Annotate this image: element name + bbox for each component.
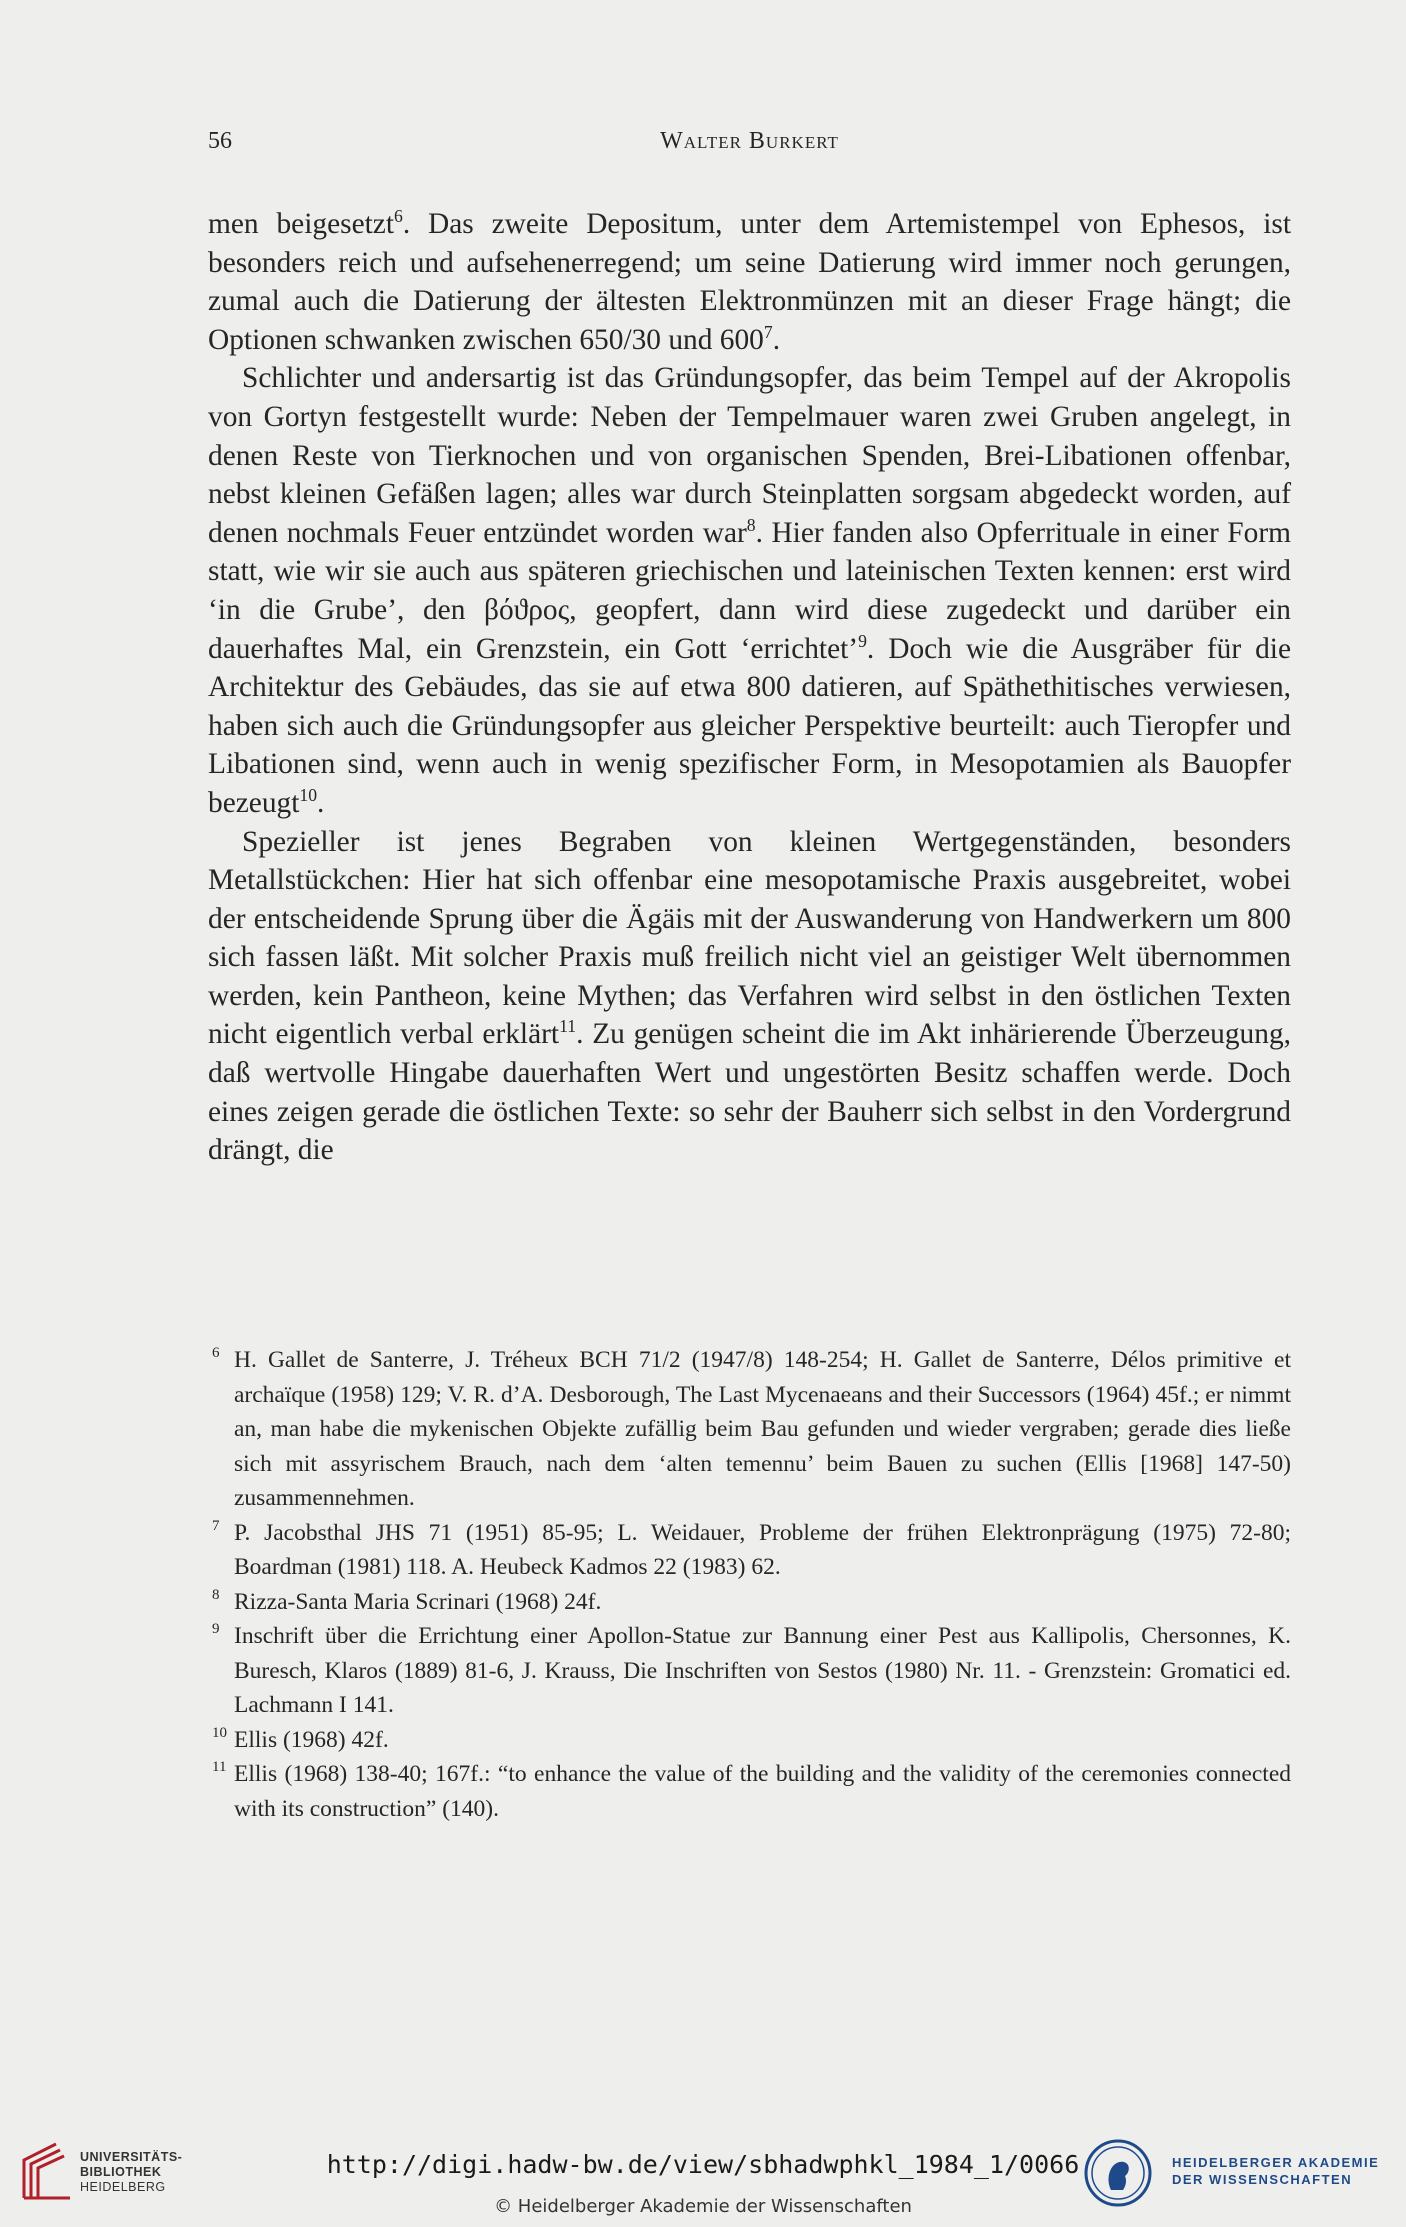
footnote-text: H. Gallet de Santerre, J. Tréheux BCH 71/2 (1947/8) 148-254; H. Gallet de Santerre, Délos primitive et archaïque (1958) 129; V. R. d’A. Desborough, The Last Mycenaeans and their Successors (1964) 45f.; er nimmt an, man habe die mykenischen Objekte zufällig beim Bau gefunden und wieder vergraben; gerade dies ließe sich mit assyrischem Brauch, nach dem ‘alten temennu’ beim Bauen zu suchen (Ellis [1968] 147-50) zusammennehmen. [234, 1347, 1291, 1511]
footnote-9 [208, 1619, 1291, 1723]
academy-line: HEIDELBERGER AKADEMIE [1172, 2155, 1380, 2170]
library-line: BIBLIOTHEK [80, 2165, 162, 2179]
footnote-text: Ellis (1968) 42f. [234, 1726, 389, 1753]
paragraph-1 [208, 205, 1291, 359]
page-footer [0, 2120, 1406, 2227]
footnote-8 [208, 1585, 1291, 1620]
permalink[interactable]: http://digi.hadw-bw.de/view/sbhadwphkl_1984_1/0066 [326, 2150, 1080, 2179]
footnote-ref-11[interactable]: 11 [559, 1016, 577, 1037]
text-run: . Doch wie die Ausgräber für die Architektur des Gebäudes, das sie auf etwa 800 datieren, auf Späthethitisches verwiesen, haben sich auch die Gründungsopfer aus gleicher Perspektive beurteilt: auch Tieropfer und Libationen sind, wenn auch in wenig spezifischer Form, in Mesopotamien als Bauopfer bezeugt [208, 632, 1292, 819]
footnote-number: 7 [212, 1517, 220, 1534]
page-number: 56 [208, 128, 232, 154]
footnote-number: 11 [212, 1759, 227, 1775]
text-run: men beigesetzt [208, 208, 394, 240]
text-run: . Hier fanden also Opferrituale in einer Form statt, wie wir sie auch aus späteren griechischen und lateinischen Texten kennen: erst wird ‘in die Grube’, den βόϑρος, geopfert, dann wird diese zugedeckt und darüber ein dauerhaftes Mal, ein Grenzstein, ein Gott ‘errichtet’ [208, 516, 1291, 665]
footnote-text: Rizza-Santa Maria Scrinari (1968) 24f. [234, 1588, 602, 1615]
footnote-number: 8 [212, 1586, 220, 1603]
footnote-ref-6[interactable]: 6 [394, 206, 403, 227]
footnote-7 [208, 1516, 1291, 1585]
text-run: Schlichter und andersartig ist das Gründungsopfer, das beim Tempel auf der Akropolis von Gortyn festgestellt wurde: Neben der Tempelmauer waren zwei Gruben angelegt, in denen Reste von Tierknochen und von organischen Spenden, Brei-Libationen offenbar, nebst kleinen Gefäßen lagen; alles war durch Steinplatten sorgsam abgedeckt worden, auf denen nochmals Feuer entzündet worden war [208, 362, 1291, 549]
library-line: HEIDELBERG [80, 2180, 166, 2194]
footnote-ref-10[interactable]: 10 [299, 785, 318, 806]
text-run: . Das zweite Depositum, unter dem Artemistempel von Ephesos, ist besonders reich und aufsehenerregend; um seine Datierung wird immer noch gerungen, zumal auch die Datierung der ältesten Elektronmünzen mit an dieser Frage hängt; die Optionen schwanken zwischen 650/30 und 600 [208, 208, 1291, 356]
running-title-text: Walter Burkert [660, 128, 839, 154]
library-line: UNIVERSITÄTS- [80, 2150, 183, 2164]
academy-seal-icon[interactable] [1083, 2138, 1153, 2208]
footnote-6 [208, 1343, 1291, 1516]
text-run: . [317, 786, 325, 819]
footnote-number: 9 [212, 1621, 220, 1637]
text-run: . Zu genügen scheint die im Akt inhärierende Überzeugung, daß wertvolle Hingabe dauerhaften Wert und ungestörten Besitz schaffen werde. Doch eines zeigen gerade die östlichen Texte: so sehr der Bauherr sich selbst in den Vordergrund drängt, die [208, 1018, 1291, 1167]
paragraph-2 [208, 359, 1291, 822]
copyright-notice: © Heidelberger Akademie der Wissenschaften [494, 2196, 912, 2217]
academy-line: DER WISSENSCHAFTEN [1172, 2172, 1353, 2187]
footnote-text: Inschrift über die Errichtung einer Apollon-Statue zur Bannung einer Pest aus Kallipolis, Chersonnes, K. Buresch, Klaros (1889) 81-6, J. Krauss, Die Inschriften von Sestos (1980) Nr. 11. - Grenzstein: Gromatici ed. Lachmann I 141. [234, 1623, 1291, 1718]
text-run: . [772, 323, 781, 356]
footnote-number: 10 [212, 1724, 227, 1741]
text-run: Spezieller ist jenes Begraben von kleinen Wertgegenständen, besonders Metallstückchen: Hier hat sich offenbar eine mesopotamische Praxis ausgebreitet, wobei der entscheidende Sprung über die Ägäis mit der Auswanderung von Handwerkern um 800 sich fassen läßt. Mit solcher Praxis muß freilich nicht viel an geistiger Welt übernommen werden, kein Pantheon, keine Mythen; das Verfahren wird selbst in den östlichen Texten nicht eigentlich verbal erklärt [208, 825, 1291, 1051]
paragraph-3 [208, 823, 1291, 1170]
academy-name [1172, 2154, 1379, 2188]
running-head [208, 128, 1291, 168]
footnote-ref-8[interactable]: 8 [746, 514, 756, 535]
footnote-number: 6 [212, 1345, 220, 1361]
footnotes [208, 1343, 1291, 1826]
footnote-ref-7[interactable]: 7 [763, 321, 773, 342]
footnote-10 [208, 1723, 1291, 1758]
footnote-11 [208, 1757, 1291, 1826]
footnote-text: P. Jacobsthal JHS 71 (1951) 85-95; L. Weidauer, Probleme der frühen Elektronprägung (1975) 72-80; Boardman (1981) 118. A. Heubeck Kadmos 22 (1983) 62. [234, 1519, 1291, 1580]
main-text [208, 205, 1291, 1170]
running-title [208, 128, 1291, 155]
footnote-text: Ellis (1968) 138-40; 167f.: “to enhance the value of the building and the validity of the ceremonies connected with its construction” (140). [234, 1761, 1291, 1822]
footnote-ref-9[interactable]: 9 [858, 630, 867, 651]
